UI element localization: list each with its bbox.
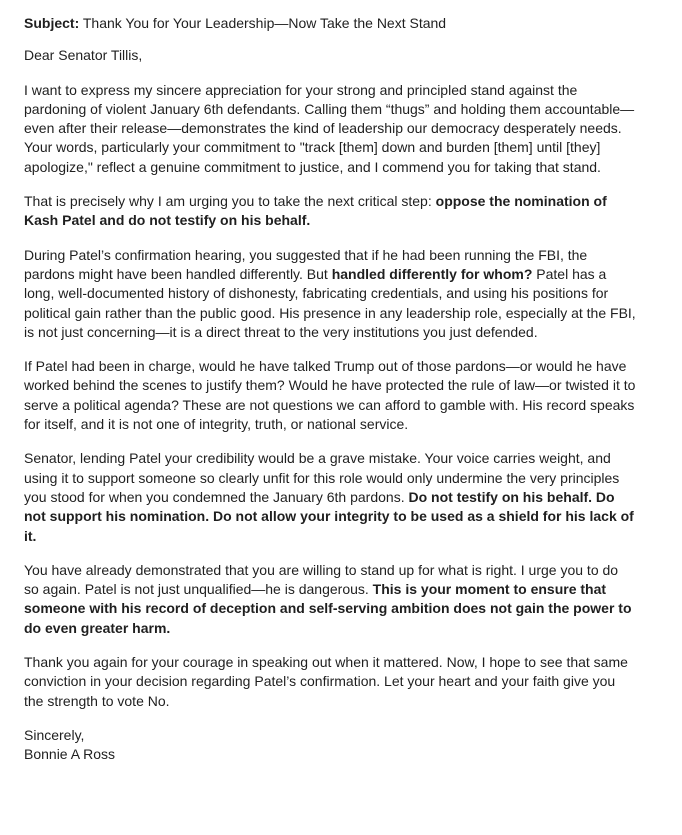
- paragraph-1: I want to express my sincere appreciation for your strong and principled stand against the pardoning of violent January 6th defendants. Calling them “thugs” and holding them accountable—even after their release—demonstrates the kind of leadership our democracy desperately needs. Your words, particularly your commitment to "track [them] down and burden [them] until [they] apologize," reflect a genuine commitment to justice, and I commend you for taking that stand.: [24, 81, 635, 175]
- subject-line: [24, 14, 636, 33]
- paragraph-2: [24, 192, 636, 231]
- paragraph-2-text: That is precisely why I am urging you to take the next critical step:: [24, 193, 436, 210]
- paragraph-5-text: Senator, lending Patel your credibility would be a grave mistake. Your voice carries weight, and using it to support someone so clearly unfit for this role would only undermine the very principles you stood for when you condemned the January 6th pardons.: [24, 450, 620, 505]
- subject-label: Subject:: [24, 15, 80, 31]
- paragraph-3-bold: handled differently for whom?: [331, 265, 533, 282]
- paragraph-7: Thank you again for your courage in speaking out when it mattered. Now, I hope to see that same conviction in your decision regarding Patel’s confirmation. Let your heart and your faith give you the strength to vote No.: [24, 654, 628, 709]
- paragraph-5: [24, 449, 636, 545]
- paragraph-5-bold: Do not testify on his behalf. Do not support his nomination. Do not allow your integrity to be used as a shield for his lack of it.: [24, 488, 634, 544]
- paragraph-3-text-b: Patel has a long, well-documented history of dishonesty, fabricating credentials, and using his positions for political gain rather than the public good. His presence in any leadership role, especially at the FBI, is not just concerning—it is a direct threat to the very institutions you just defended.: [24, 265, 636, 340]
- paragraph-6: [24, 561, 636, 638]
- paragraph-4: If Patel had been in charge, would he have talked Trump out of those pardons—or would he have worked behind the scenes to justify them? Would he have protected the rule of law—or twisted it to serve a political agenda? These are not questions we can afford to gamble with. His record speaks for itself, and it is not one of integrity, truth, or national service.: [24, 358, 636, 433]
- paragraph-6-bold: This is your moment to ensure that someone with his record of deception and self-serving ambition does not gain the power to do even greater harm.: [24, 581, 632, 636]
- paragraph-6-text: You have already demonstrated that you are willing to stand up for what is right. I urge you to do so again. Patel is not just unqualified—he is dangerous.: [24, 561, 619, 598]
- paragraph-2-bold: oppose the nomination of Kash Patel and do not testify on his behalf.: [24, 193, 607, 229]
- signature: Bonnie A Ross: [24, 746, 116, 763]
- closing: Sincerely,: [24, 726, 85, 743]
- greeting: Dear Senator Tillis,: [24, 47, 143, 64]
- subject-text: Thank You for Your Leadership—Now Take the Next Stand: [79, 15, 447, 31]
- paragraph-3-text-a: During Patel’s confirmation hearing, you suggested that if he had been running the FBI, the pardons might have been handled differently. But: [24, 246, 588, 282]
- paragraph-3: [24, 246, 636, 342]
